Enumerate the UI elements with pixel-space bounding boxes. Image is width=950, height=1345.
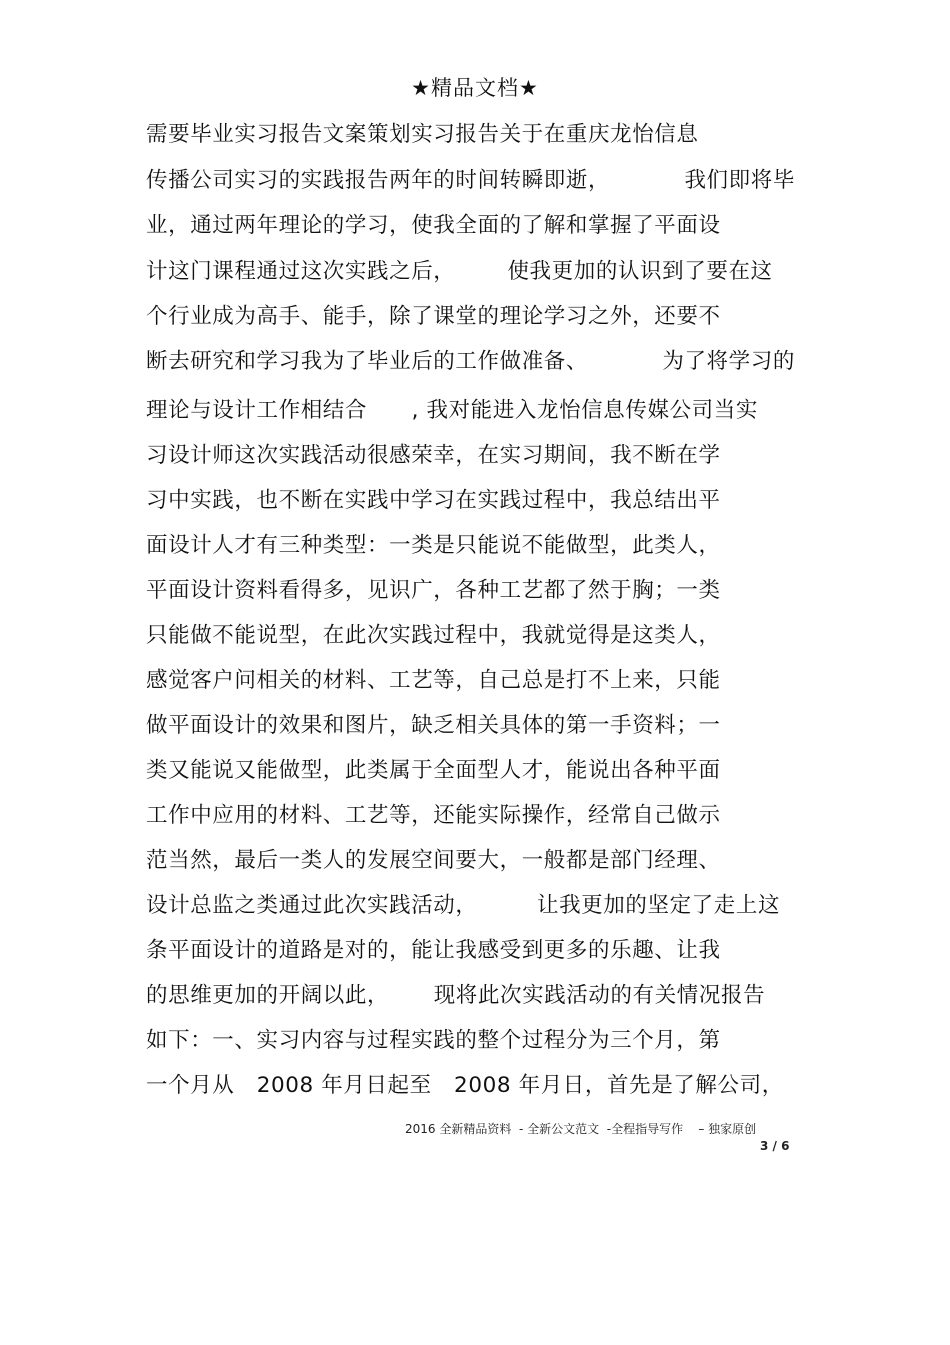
footer-tagline: 2016 全新精品资料 - 全新公文范文 -全程指导写作 – 独家原创 (405, 1122, 757, 1136)
body-line: 类又能说又能做型，此类属于全面型人才，能说出各种平面 (146, 758, 721, 783)
body-line: 需要毕业实习报告文案策划实习报告关于在重庆龙怡信息 (146, 122, 699, 147)
body-line: 习中实践，也不断在实践中学习在实践过程中，我总结出平 (146, 488, 721, 513)
body-line: 只能做不能说型，在此次实践过程中，我就觉得是这类人， (146, 623, 721, 648)
body-line: 业，通过两年理论的学习，使我全面的了解和掌握了平面设 (146, 213, 721, 238)
body-line: 设计总监之类通过此次实践活动， 让我更加的坚定了走上这 (146, 893, 781, 918)
document-header-title: ★精品文档★ (411, 76, 539, 100)
body-line: 工作中应用的材料、工艺等，还能实际操作，经常自己做示 (146, 803, 721, 828)
body-line: 面设计人才有三种类型：一类是只能说不能做型，此类人， (146, 533, 721, 558)
body-line: 传播公司实习的实践报告两年的时间转瞬即逝， 我们即将毕 (146, 168, 795, 193)
page-number: 3 / 6 (760, 1139, 790, 1153)
body-line: 一个月从 2008 年月日起至 2008 年月日，首先是了解公司， (146, 1073, 784, 1098)
body-line: 平面设计资料看得多，见识广，各种工艺都了然于胸；一类 (146, 578, 721, 603)
body-line: 做平面设计的效果和图片，缺乏相关具体的第一手资料；一 (146, 713, 721, 738)
body-line: 条平面设计的道路是对的，能让我感受到更多的乐趣、让我 (146, 938, 721, 963)
body-line: 的思维更加的开阔以此， 现将此次实践活动的有关情况报告 (146, 983, 766, 1008)
body-line: 习设计师这次实践活动很感荣幸，在实习期间，我不断在学 (146, 443, 721, 468)
body-line: 理论与设计工作相结合 , 我对能进入龙怡信息传媒公司当实 (146, 398, 758, 423)
body-line: 感觉客户问相关的材料、工艺等，自己总是打不上来，只能 (146, 668, 721, 693)
body-line: 计这门课程通过这次实践之后， 使我更加的认识到了要在这 (146, 259, 773, 284)
body-line: 个行业成为高手、能手，除了课堂的理论学习之外，还要不 (146, 304, 721, 329)
body-line: 如下：一、实习内容与过程实践的整个过程分为三个月，第 (146, 1028, 721, 1053)
body-line: 范当然，最后一类人的发展空间要大，一般都是部门经理、 (146, 848, 721, 873)
body-line: 断去研究和学习我为了毕业后的工作做准备、 为了将学习的 (146, 349, 795, 374)
